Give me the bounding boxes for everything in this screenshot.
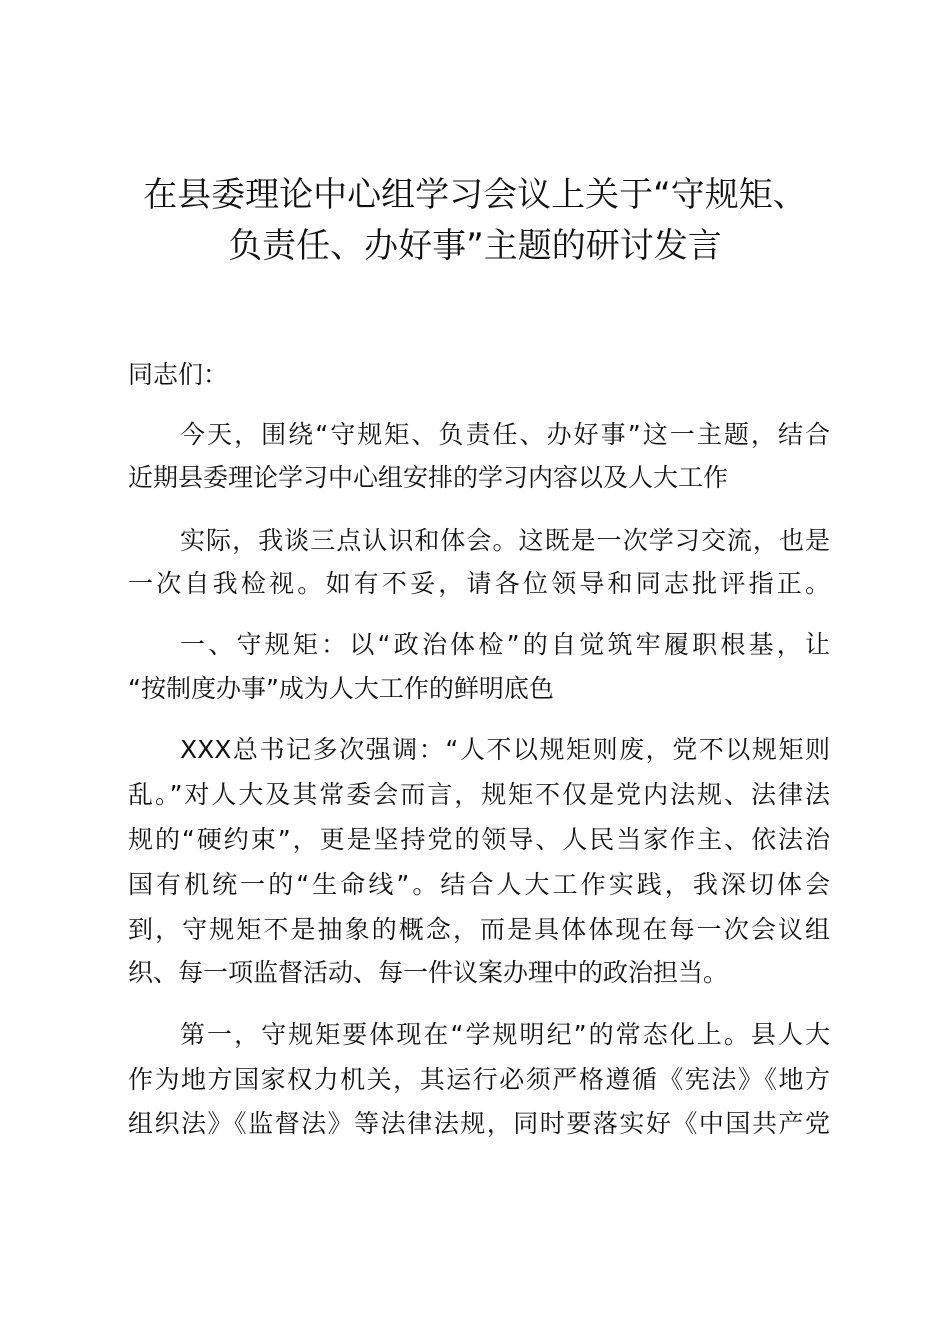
paragraph-4-line: 作为地方国家权力机关，其运行必须严格遵循《宪法》《地方 [128,1065,830,1094]
salutation: 同志们： [128,360,229,389]
paragraph-3-line: 国有机统一的“生命线”。结合人大工作实践，我深切体会 [128,870,830,899]
section-heading-line: “按制度办事”成为人大工作的鲜明底色 [128,674,554,703]
document-title-line-1: 在县委理论中心组学习会议上关于“守规矩、 [143,175,807,215]
paragraph-3-line: 到，守规矩不是抽象的概念，而是具体体现在每一次会议组 [128,915,830,944]
paragraph-3-line: 乱。”对人大及其常委会而言，规矩不仅是党内法规、法律法 [128,780,830,809]
paragraph-1-line: 近期县委理论学习中心组安排的学习内容以及人大工作 [128,463,729,492]
paragraph-4-line: 组织法》《监督法》等法律法规，同时要落实好《中国共产党 [128,1109,830,1138]
paragraph-4-line: 第一，守规矩要体现在“学规明纪”的常态化上。县人大 [180,1020,830,1049]
document-title-line-2: 负责任、办好事”主题的研讨发言 [228,226,722,266]
paragraph-3-line: 规的“硬约束”，更是坚持党的领导、人民当家作主、依法治 [128,825,830,854]
paragraph-3-line: XXX总书记多次强调：“人不以规矩则废，党不以规矩则 [180,735,830,764]
paragraph-1-line: 今天，围绕“守规矩、负责任、办好事”这一主题，结合 [180,420,830,449]
paragraph-2-line: 实际，我谈三点认识和体会。这既是一次学习交流，也是 [180,526,830,555]
paragraph-2-line: 一次自我检视。如有不妥，请各位领导和同志批评指正。 [128,569,830,598]
section-heading-line: 一、守规矩：以“政治体检”的自觉筑牢履职根基，让 [180,630,830,659]
paragraph-3-line: 织、每一项监督活动、每一件议案办理中的政治担当。 [128,958,729,987]
